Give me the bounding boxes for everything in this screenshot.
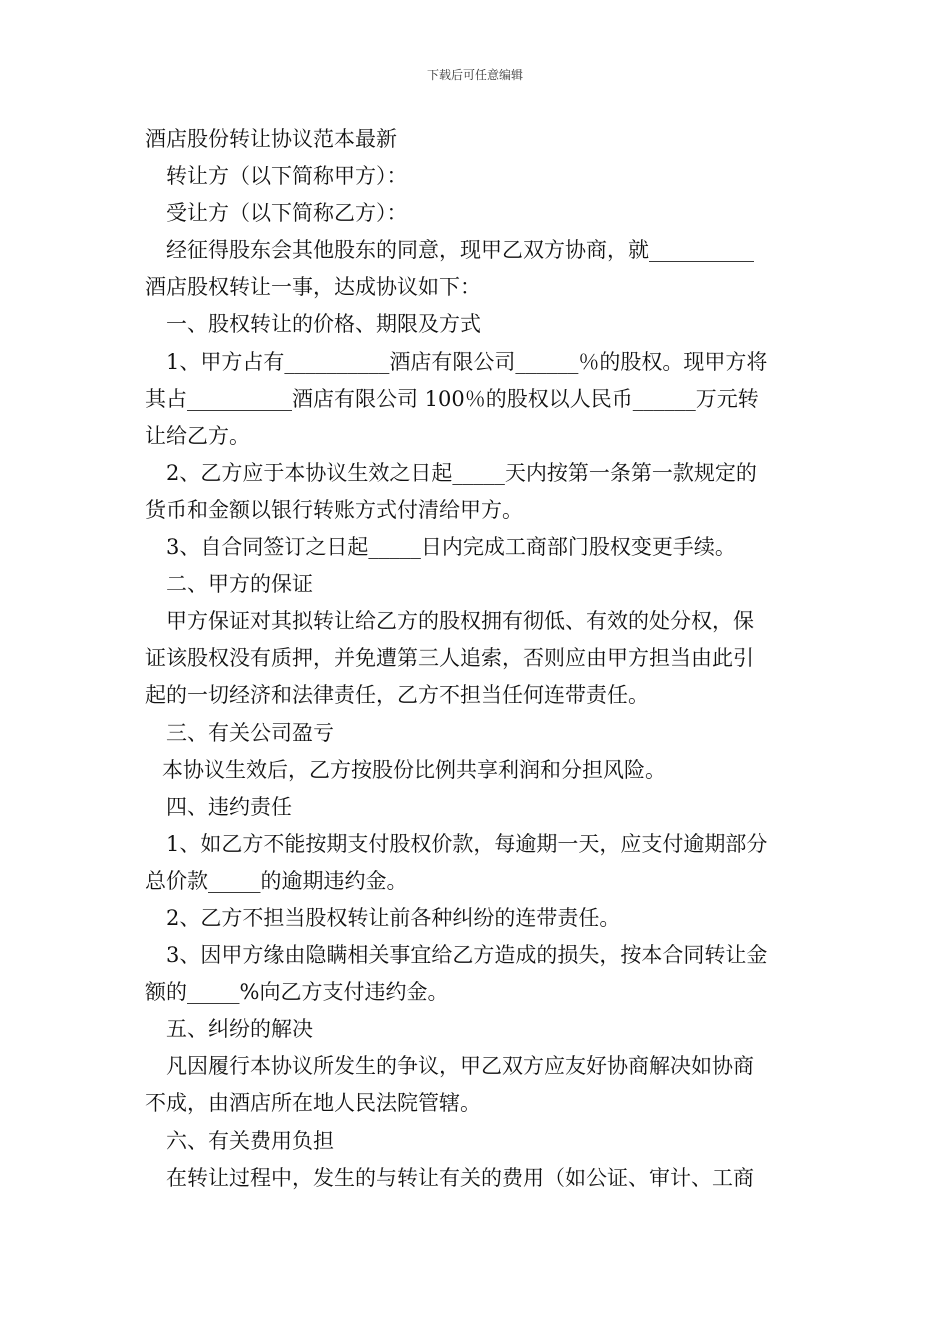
section-heading: 五、纠纷的解决 [166, 1017, 313, 1042]
paragraph-line: 证该股权没有质押，并免遭第三人追索，否则应由甲方担当由此引 [145, 646, 754, 671]
paragraph-line: 1、如乙方不能按期支付股权价款，每逾期一天，应支付逾期部分 [166, 831, 768, 856]
paragraph-line: 凡因履行本协议所发生的争议，甲乙双方应友好协商解决如协商 [166, 1054, 754, 1079]
document-title: 酒店股份转让协议范本最新 [145, 127, 397, 151]
section-heading: 一、股权转让的价格、期限及方式 [166, 312, 481, 337]
paragraph-line: 本协议生效后，乙方按股份比例共享利润和分担风险。 [162, 757, 666, 782]
paragraph-line: 总价款_____的逾期违约金。 [145, 868, 408, 893]
transferor-line: 转让方（以下简称甲方）： [166, 164, 408, 189]
page-header: 下载后可任意编辑 [426, 68, 523, 82]
paragraph-line: 甲方保证对其拟转让给乙方的股权拥有彻低、有效的处分权，保 [166, 609, 754, 634]
paragraph-line: 2、乙方应于本协议生效之日起_____天内按第一条第一款规定的 [166, 460, 757, 485]
document-body [145, 121, 807, 1197]
paragraph-line: 经征得股东会其他股东的同意，现甲乙双方协商，就__________ [166, 238, 754, 263]
paragraph-line: 额的_____%向乙方支付违约金。 [145, 980, 449, 1005]
paragraph-line: 不成，由酒店所在地人民法院管辖。 [145, 1091, 481, 1116]
paragraph-line: 2、乙方不担当股权转让前各种纠纷的连带责任。 [166, 905, 621, 930]
paragraph-line: 其占__________酒店有限公司 100％的股权以人民币______万元转 [145, 386, 759, 411]
paragraph-line: 让给乙方。 [145, 423, 250, 448]
section-heading: 三、有关公司盈亏 [166, 720, 334, 745]
paragraph-line: 在转让过程中，发生的与转让有关的费用（如公证、审计、工商 [166, 1165, 754, 1190]
paragraph-line: 3、自合同签订之日起_____日内完成工商部门股权变更手续。 [166, 535, 736, 560]
section-heading: 二、甲方的保证 [166, 572, 313, 597]
paragraph-line: 酒店股权转让一事，达成协议如下： [145, 275, 481, 300]
paragraph-line: 起的一切经济和法律责任，乙方不担当任何连带责任。 [145, 683, 649, 708]
paragraph-line: 3、因甲方缘由隐瞒相关事宜给乙方造成的损失，按本合同转让金 [166, 943, 768, 968]
paragraph-line: 1、甲方占有__________酒店有限公司______％的股权。现甲方将 [166, 349, 768, 374]
section-heading: 四、违约责任 [166, 794, 292, 819]
section-heading: 六、有关费用负担 [166, 1128, 334, 1153]
paragraph-line: 货币和金额以银行转账方式付清给甲方。 [145, 497, 523, 522]
transferee-line: 受让方（以下简称乙方）： [166, 201, 408, 226]
